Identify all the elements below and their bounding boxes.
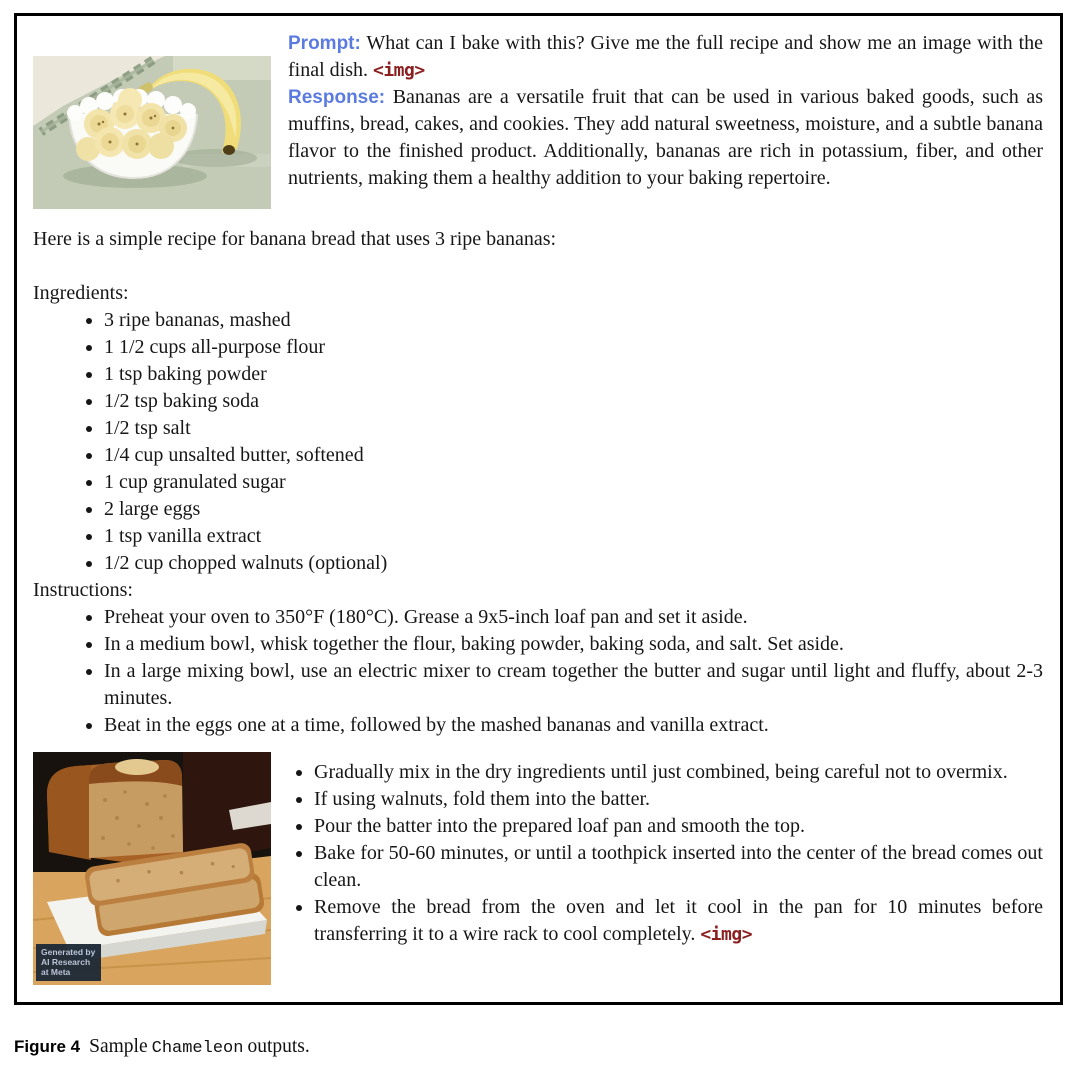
watermark-line: at Meta: [41, 967, 71, 977]
ai-watermark: [36, 944, 101, 981]
instruction-item: • If using walnuts, fold them into the batter.: [314, 786, 1043, 813]
instruction-item: • Bake for 50-60 minutes, or until a toothpick inserted into the center of the bread comes out clean.: [314, 840, 1043, 894]
ingredient-item: • 1/2 tsp salt: [104, 415, 1043, 442]
figure-caption-label: Figure 4: [14, 1037, 81, 1056]
instruction-item: • Beat in the eggs one at a time, followed by the mashed bananas and vanilla extract.: [104, 712, 1043, 739]
instructions-continued-list: [287, 759, 1043, 948]
banana-bread-image: [33, 752, 271, 985]
instruction-item: • In a large mixing bowl, use an electric mixer to cream together the butter and sugar until light and fluffy, about 2-3 minutes.: [104, 658, 1043, 712]
ingredient-item: • 1 tsp baking powder: [104, 361, 1043, 388]
figure-caption-pre: Sample: [89, 1036, 148, 1057]
ingredients-heading: Ingredients:: [33, 282, 129, 304]
ingredient-item: • 1 tsp vanilla extract: [104, 523, 1043, 550]
figure-panel: [14, 13, 1063, 1005]
instruction-item: • Pour the batter into the prepared loaf pan and smooth the top.: [314, 813, 1043, 840]
watermark-line: AI Research: [41, 957, 91, 967]
response-paragraph: [288, 84, 1043, 192]
response-text: Bananas are a versatile fruit that can be used in various baked goods, such as muffins, bread, cakes, and cookies. They add natural sweetness, moisture, and a subtle banana flavor to the finished product. Additionally, bananas are rich in potassium, fiber, and other nutrients, making them a healthy addition to your baking repertoire.: [288, 86, 1044, 189]
ingredient-item: • 1/2 cup chopped walnuts (optional): [104, 550, 1043, 577]
banana-bowl-illustration: [33, 56, 271, 209]
ingredient-item: • 2 large eggs: [104, 496, 1043, 523]
ingredient-item: • 1/4 cup unsalted butter, softened: [104, 442, 1043, 469]
instruction-text: Remove the bread from the oven and let it cool in the pan for 10 minutes before transferring it to a wire rack to cool completely.: [314, 896, 1043, 945]
watermark-line: Generated by: [41, 947, 96, 957]
response-label: Response:: [288, 87, 386, 108]
instruction-item: [314, 894, 1043, 948]
instruction-item: • Gradually mix in the dry ingredients until just combined, being careful not to overmix.: [314, 759, 1043, 786]
conversation-section: [33, 30, 1043, 209]
banana-bowl-image: [33, 56, 271, 209]
instruction-item: • In a medium bowl, whisk together the flour, baking powder, baking soda, and salt. Set aside.: [104, 631, 1043, 658]
figure-caption: [14, 1036, 310, 1058]
bread-section: [33, 752, 1043, 985]
instructions-continued-wrap: [287, 752, 1043, 985]
ingredient-item: • 1/2 tsp baking soda: [104, 388, 1043, 415]
ingredient-item: • 1 1/2 cups all-purpose flour: [104, 334, 1043, 361]
img-token: <img>: [373, 60, 425, 81]
instruction-item: • Preheat your oven to 350°F (180°C). Grease a 9x5-inch loaf pan and set it aside.: [104, 604, 1043, 631]
prompt-paragraph: [288, 30, 1043, 84]
instructions-list: [33, 604, 1043, 739]
instructions-heading: Instructions:: [33, 579, 133, 601]
figure-caption-code: Chameleon: [151, 1039, 244, 1058]
img-token: <img>: [700, 924, 753, 945]
ingredients-list: [33, 307, 1043, 577]
conversation-text: [288, 30, 1043, 209]
recipe-intro: Here is a simple recipe for banana bread that uses 3 ripe bananas:: [33, 228, 557, 250]
ingredient-item: • 3 ripe bananas, mashed: [104, 307, 1043, 334]
prompt-label: Prompt:: [288, 33, 361, 54]
ingredient-item: • 1 cup granulated sugar: [104, 469, 1043, 496]
prompt-text: What can I bake with this? Give me the full recipe and show me an image with the final dish.: [288, 32, 1044, 81]
figure-caption-post: outputs.: [247, 1036, 310, 1057]
